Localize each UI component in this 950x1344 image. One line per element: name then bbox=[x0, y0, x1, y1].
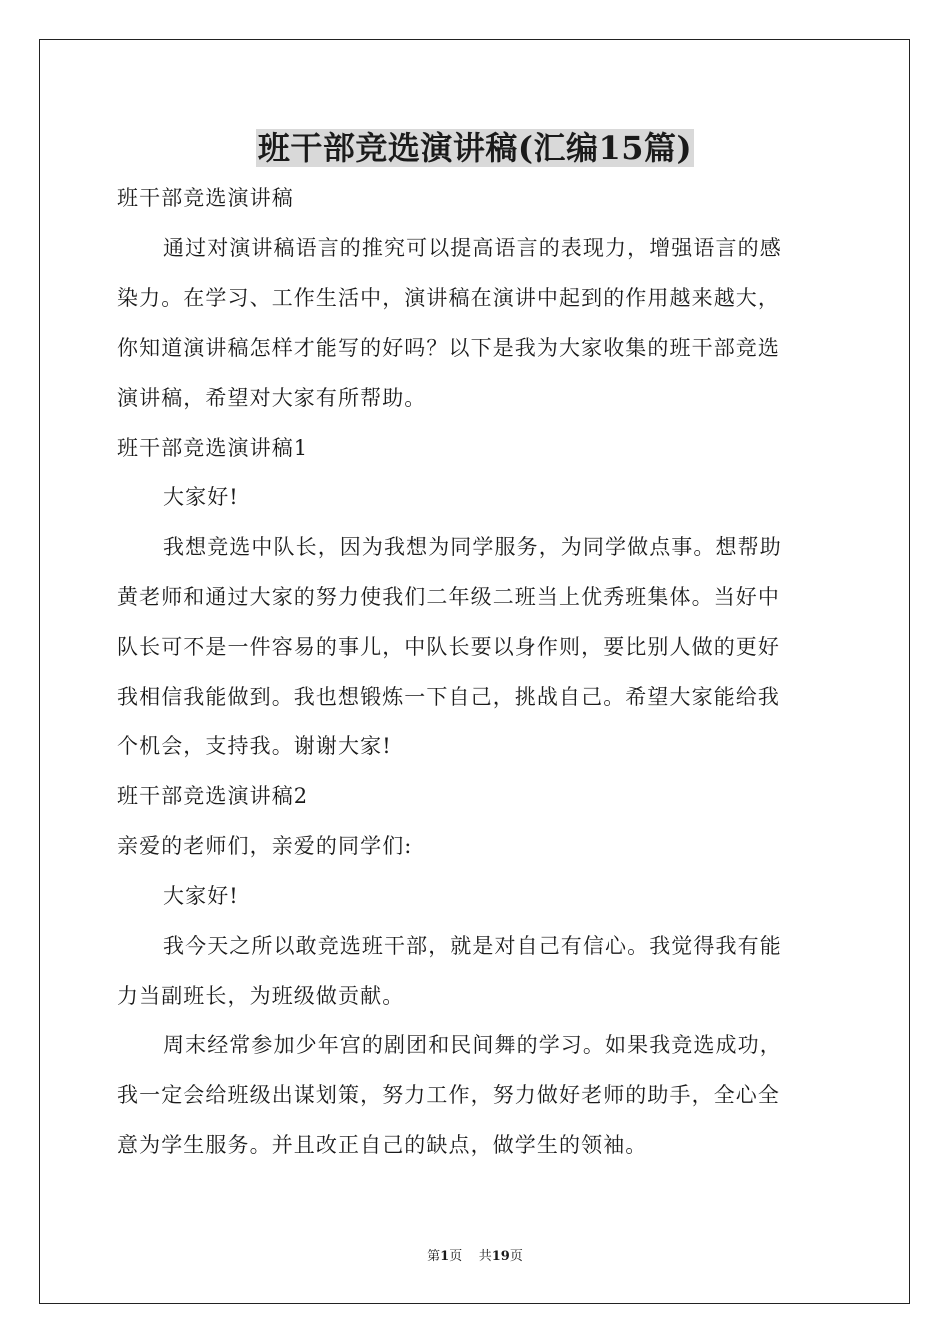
paragraph-line: 我一定会给班级出谋划策，努力工作，努力做好老师的助手，全心全 bbox=[117, 1083, 780, 1107]
footer-page-suffix: 页 bbox=[449, 1249, 463, 1264]
section-heading: 班干部竞选演讲稿2 bbox=[117, 784, 309, 808]
greeting-line: 大家好! bbox=[163, 884, 239, 908]
paragraph-line: 我相信我能做到。我也想锻炼一下自己，挑战自己。希望大家能给我 bbox=[117, 685, 780, 709]
greeting-line: 大家好! bbox=[163, 485, 239, 509]
salutation-line: 亲爱的老师们，亲爱的同学们: bbox=[117, 834, 413, 858]
paragraph-line: 黄老师和通过大家的努力使我们二年级二班当上优秀班集体。当好中 bbox=[117, 585, 780, 609]
paragraph-line: 个机会，支持我。谢谢大家! bbox=[117, 734, 392, 758]
paragraph-line: 队长可不是一件容易的事儿，中队长要以身作则，要比别人做的更好 bbox=[117, 635, 780, 659]
paragraph-line: 周末经常参加少年宫的剧团和民间舞的学习。如果我竞选成功， bbox=[163, 1033, 782, 1057]
page-border bbox=[39, 39, 910, 1304]
footer-total-pages: 19 bbox=[491, 1249, 510, 1264]
paragraph-line: 我想竞选中队长，因为我想为同学服务，为同学做点事。想帮助 bbox=[163, 535, 782, 559]
footer-total-prefix: 共 bbox=[478, 1249, 492, 1264]
paragraph-line: 我今天之所以敢竞选班干部，就是对自己有信心。我觉得我有能 bbox=[163, 934, 782, 958]
paragraph-line: 演讲稿，希望对大家有所帮助。 bbox=[117, 386, 427, 410]
paragraph-line: 力当副班长，为班级做贡献。 bbox=[117, 984, 405, 1008]
document-title bbox=[0, 125, 950, 171]
document-title-text: 班干部竞选演讲稿(汇编15篇) bbox=[257, 129, 693, 167]
section-heading: 班干部竞选演讲稿1 bbox=[117, 436, 309, 460]
paragraph-line: 意为学生服务。并且改正自己的缺点，做学生的领袖。 bbox=[117, 1133, 648, 1157]
footer-page-number: 1 bbox=[440, 1249, 450, 1264]
paragraph-line: 通过对演讲稿语言的推究可以提高语言的表现力，增强语言的感 bbox=[163, 236, 782, 260]
paragraph-line: 染力。在学习、工作生活中，演讲稿在演讲中起到的作用越来越大， bbox=[117, 286, 780, 310]
page-footer bbox=[0, 1248, 950, 1266]
paragraph-line: 你知道演讲稿怎样才能写的好吗？以下是我为大家收集的班干部竞选 bbox=[117, 336, 780, 360]
footer-total-suffix: 页 bbox=[509, 1249, 523, 1264]
section-heading: 班干部竞选演讲稿 bbox=[117, 186, 294, 210]
footer-page-prefix: 第 bbox=[427, 1249, 441, 1264]
